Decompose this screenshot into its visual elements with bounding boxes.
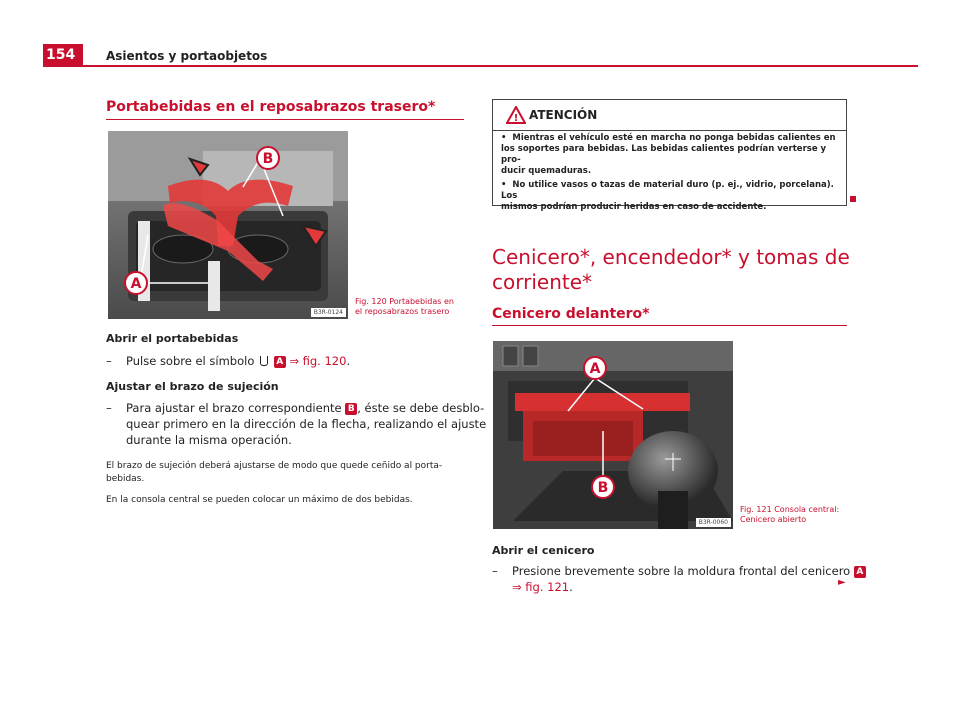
- section-end-mark-icon: [850, 196, 856, 202]
- callout-b: B: [262, 151, 274, 167]
- section-title-cupholder: Portabebidas en el reposabrazos trasero*: [106, 99, 436, 115]
- step-dash: –: [106, 354, 112, 368]
- figure-120-caption: [355, 297, 454, 317]
- warning-box: [492, 99, 847, 212]
- badge-b: B: [345, 403, 357, 415]
- step-open-ashtray: [492, 563, 864, 597]
- warning-glyph: !: [513, 113, 519, 124]
- step-open-cupholder: [106, 353, 466, 369]
- step-text: quear primero en la dirección de la flecha, realizando el ajuste: [126, 417, 487, 431]
- warning-text: No utilice vasos o tazas de material duro (p. ej., vidrio, porcelana). Los: [501, 180, 834, 201]
- chapter-title-line: Cenicero*, encendedor* y tomas de: [492, 245, 850, 269]
- note-max-drinks: En la consola central se pueden colocar un máximo de dos bebidas.: [106, 495, 413, 505]
- step-dash: –: [106, 401, 112, 415]
- warning-header: [493, 100, 846, 131]
- figure-link[interactable]: ⇒ fig. 121: [512, 580, 570, 594]
- running-header-title: Asientos y portaobjetos: [106, 49, 268, 63]
- step-end: .: [346, 354, 351, 368]
- caption-line: el reposabrazos trasero: [355, 307, 450, 316]
- warning-text: ducir quemaduras.: [501, 166, 592, 176]
- bullet: •: [501, 133, 507, 143]
- note-line: El brazo de sujeción deberá ajustarse de modo que quede ceñido al porta-: [106, 461, 443, 471]
- section-rule: [106, 119, 464, 120]
- warning-text: los soportes para bebidas. Las bebidas calientes podrían verterse y pro-: [501, 144, 827, 165]
- callout-a: A: [130, 276, 142, 292]
- figure-code: B3R-0060: [696, 518, 731, 527]
- figure-121-caption: [740, 505, 839, 525]
- chapter-title-line: corriente*: [492, 270, 593, 294]
- caption-line: Cenicero abierto: [740, 515, 807, 524]
- page-number: 154: [43, 44, 83, 66]
- step-dash: –: [492, 564, 498, 578]
- step-end: .: [569, 580, 573, 594]
- callout-b: B: [597, 480, 609, 496]
- figure-code: B3R-0124: [311, 308, 346, 317]
- figure-link[interactable]: ⇒ fig. 120: [289, 354, 347, 368]
- warning-item-1: [501, 133, 838, 177]
- header-rule: [43, 65, 918, 67]
- step-text: Pulse sobre el símbolo: [126, 354, 255, 368]
- cup-holder-symbol-icon: [260, 356, 268, 366]
- figure-120-cupholder: [108, 131, 348, 319]
- warning-text: mismos podrían producir heridas en caso de accidente.: [501, 202, 767, 212]
- bullet: •: [501, 180, 507, 190]
- step-adjust-arm: [106, 400, 487, 450]
- section-title-ashtray: Cenicero delantero*: [492, 306, 650, 322]
- callout-a: A: [589, 361, 601, 377]
- heading-open-ashtray: Abrir el cenicero: [492, 544, 595, 557]
- step-text: Para ajustar el brazo correspondiente: [126, 401, 342, 415]
- badge-a: A: [854, 566, 866, 578]
- heading-open-cupholder: Abrir el portabebidas: [106, 332, 239, 345]
- cupholder-illustration: [108, 131, 348, 319]
- step-text: , éste se debe desblo-: [357, 401, 485, 415]
- continue-arrow-icon: ►: [838, 577, 846, 588]
- warning-title: ATENCIÓN: [529, 108, 598, 122]
- note-arm-fit: [106, 460, 471, 486]
- warning-item-2: [501, 180, 838, 213]
- section-rule: [492, 325, 847, 326]
- caption-line: Fig. 121 Consola central:: [740, 505, 840, 514]
- step-text: durante la misma operación.: [126, 433, 292, 447]
- warning-triangle-icon: [506, 106, 526, 124]
- ashtray-illustration: [493, 341, 733, 529]
- step-text: Presione brevemente sobre la moldura frontal del cenicero: [512, 564, 851, 578]
- warning-body: [493, 131, 846, 213]
- warning-text: Mientras el vehículo esté en marcha no ponga bebidas calientes en: [512, 133, 836, 143]
- badge-a: A: [274, 356, 286, 368]
- figure-121-console: [493, 341, 733, 529]
- note-line: bebidas.: [106, 474, 145, 484]
- heading-adjust-arm: Ajustar el brazo de sujeción: [106, 380, 279, 393]
- chapter-title: [492, 245, 850, 295]
- caption-line: Fig. 120 Portabebidas en: [355, 297, 454, 306]
